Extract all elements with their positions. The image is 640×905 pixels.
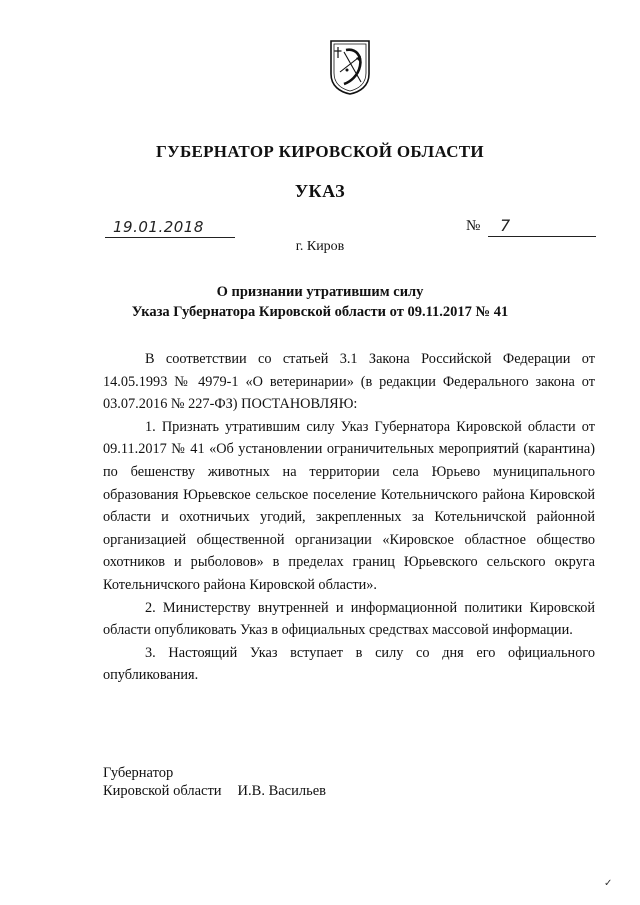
document-date: 19.01.2018: [113, 218, 204, 236]
document-number: 7: [500, 216, 511, 235]
signatory-title-line-2: [103, 782, 326, 800]
signatory-name: И.В. Васильев: [237, 783, 326, 799]
subject-line-2: Указа Губернатора Кировской области от 09.11.2017 № 41: [131, 304, 509, 320]
document-city: г. Киров: [295, 239, 345, 254]
number-sign: №: [466, 218, 481, 234]
number-underline: [488, 236, 596, 237]
paragraph-preamble: В соответствии со статьей 3.1 Закона Российской Федерации от 14.05.1993 № 4979-1 «О ветеринарии» (в редакции Федерального закона от 03.07.2016 № 227-ФЗ) ПОСТАНОВЛЯЮ:: [103, 351, 595, 413]
paragraph-item-3: 3. Настоящий Указ вступает в силу со дня его официального опубликования.: [103, 644, 595, 684]
paragraph-item-1: 1. Признать утратившим силу Указ Губернатора Кировской области от 09.11.2017 № 41 «Об установлении ограничительных мероприятий (карантина) по бешенству животных на территории села Юрьево муниципального образования Юрьевское сельское поселение Котельничского района Кировской области и охотничьих угодий, закрепленных за Котельничской районной организацией общественной организации «Кировское областное общество охотников и рыболовов» в пределах границ Юрьевского сельского округа Котельничского района Кировской области».: [103, 418, 595, 593]
coat-of-arms-icon: [328, 38, 372, 96]
document-number-field: [466, 218, 596, 237]
document-type: УКАЗ: [294, 181, 346, 201]
document-date-field: [105, 218, 235, 238]
document-subject: [0, 282, 640, 322]
subject-line-1: О признании утратившим силу: [216, 284, 424, 300]
signatory-region: Кировской области: [103, 783, 222, 799]
document-body: [103, 348, 595, 687]
signatory-title-line-1: Губернатор: [103, 765, 174, 781]
signature-block: [103, 764, 326, 800]
page-corner-mark: ✓: [604, 878, 613, 889]
paragraph-item-2: 2. Министерству внутренней и информационной политики Кировской области опубликовать Указ в официальных средствах массовой информации.: [103, 599, 595, 639]
authority-title: ГУБЕРНАТОР КИРОВСКОЙ ОБЛАСТИ: [156, 142, 484, 161]
